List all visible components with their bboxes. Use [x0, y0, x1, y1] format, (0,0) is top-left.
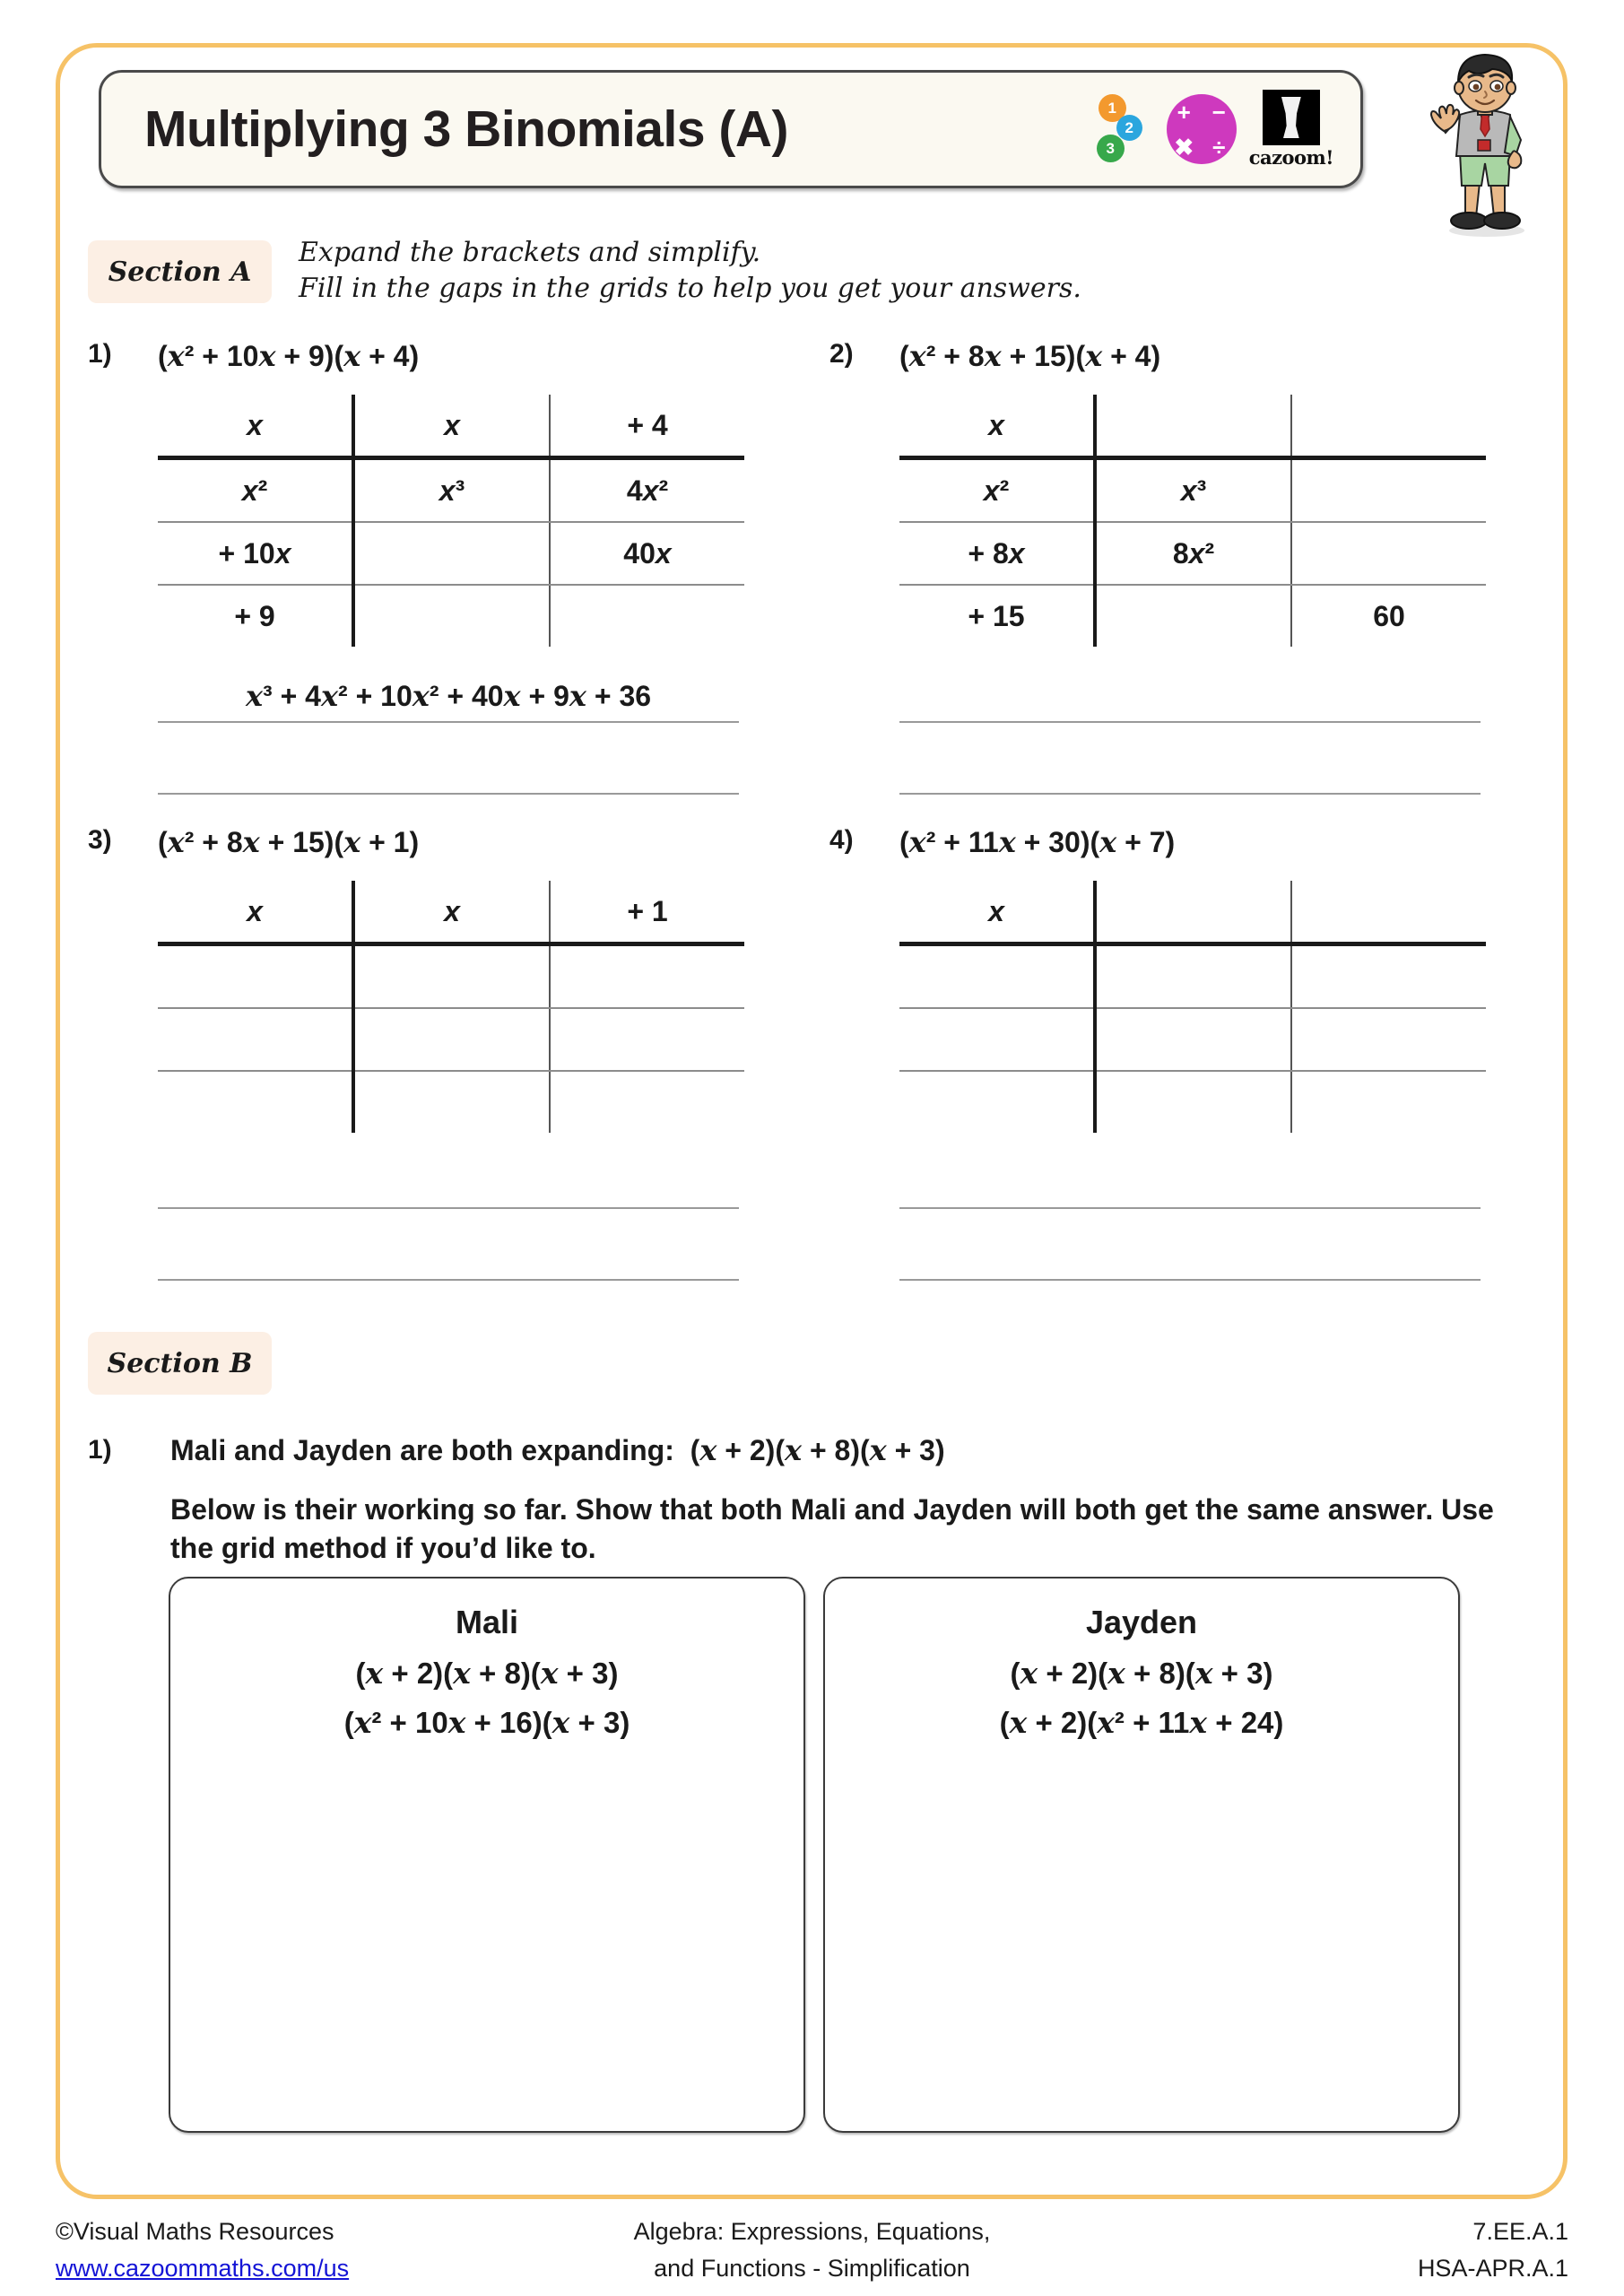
- table-row: [158, 522, 744, 585]
- grid-cell[interactable]: 40x: [550, 522, 744, 585]
- footer-standards: [1418, 2213, 1568, 2286]
- grid-method-table[interactable]: [158, 881, 739, 1133]
- grid-cell[interactable]: + 9: [234, 599, 275, 632]
- grid-method-table[interactable]: [899, 395, 1481, 647]
- answer-line[interactable]: [899, 1159, 1481, 1209]
- answer-line[interactable]: [899, 744, 1481, 795]
- grid-cell[interactable]: [1095, 944, 1291, 1009]
- grid-cell[interactable]: [1095, 1071, 1291, 1133]
- question-expression: (x² + 11x + 30)(x + 7): [899, 825, 1176, 859]
- table-row: [899, 395, 1486, 458]
- number-badges: [1097, 92, 1154, 166]
- badge-two-icon: 2: [1116, 115, 1142, 141]
- work-box-name: Mali: [455, 1604, 518, 1640]
- table-row: [899, 522, 1486, 585]
- badge-one-icon: 1: [1099, 94, 1126, 122]
- title-box: [99, 70, 1363, 188]
- grid-cell[interactable]: [353, 1008, 550, 1071]
- grid-cell[interactable]: [1291, 1008, 1486, 1071]
- table-row: [158, 944, 744, 1009]
- divide-icon: ÷: [1212, 133, 1226, 161]
- table-row: [899, 1071, 1486, 1133]
- grid-cell[interactable]: [1095, 395, 1291, 458]
- grid-cell[interactable]: [1291, 1071, 1486, 1133]
- section-b-prompt-line-1: Mali and Jayden are both expanding: (x + 2)(x + 8)(x + 3): [170, 1433, 945, 1467]
- section-b-question-number: 1): [88, 1435, 112, 1465]
- math-operators-icon: [1167, 94, 1237, 164]
- answer-line[interactable]: x³ + 4x² + 10x² + 40x + 9x + 36: [158, 673, 739, 723]
- table-row: [158, 881, 744, 944]
- grid-method-table[interactable]: [899, 881, 1481, 1133]
- standard-code-2: HSA-APR.A.1: [1417, 2254, 1568, 2282]
- grid-cell[interactable]: x: [899, 881, 1095, 944]
- grid-cell[interactable]: [1291, 944, 1486, 1009]
- grid-cell[interactable]: [899, 944, 1095, 1009]
- grid-cell[interactable]: x³: [353, 458, 550, 523]
- worksheet-header: [99, 70, 1363, 188]
- grid-cell[interactable]: + 8x: [899, 522, 1095, 585]
- grid-cell[interactable]: [1095, 881, 1291, 944]
- table-row: [158, 585, 744, 647]
- grid-cell[interactable]: [1095, 1008, 1291, 1071]
- page-title: Multiplying 3 Binomials (A): [144, 100, 789, 158]
- answer-line[interactable]: [158, 1159, 739, 1209]
- table-row: [158, 458, 744, 523]
- grid-cell[interactable]: [353, 585, 550, 647]
- table-row: [899, 1008, 1486, 1071]
- badge-three-icon: 3: [1097, 135, 1125, 162]
- answer-line[interactable]: [158, 744, 739, 795]
- work-box-line: (x² + 10x + 16)(x + 3): [343, 1705, 630, 1740]
- grid-cell[interactable]: x³: [1095, 458, 1291, 523]
- answer-line[interactable]: [899, 1231, 1481, 1281]
- grid-cell[interactable]: [158, 944, 353, 1009]
- topic-line-1: Algebra: Expressions, Equations,: [633, 2218, 991, 2245]
- website-link[interactable]: www.cazoommaths.com/us: [56, 2254, 350, 2282]
- grid-cell[interactable]: [899, 1008, 1095, 1071]
- grid-cell[interactable]: [1291, 522, 1486, 585]
- work-box-mali[interactable]: [169, 1577, 805, 2133]
- grid-cell[interactable]: [550, 585, 744, 647]
- grid-cell[interactable]: + 4: [550, 395, 744, 458]
- grid-cell[interactable]: [353, 1071, 550, 1133]
- grid-cell[interactable]: [158, 1008, 353, 1071]
- cazoom-brand: [1249, 90, 1333, 169]
- grid-cell[interactable]: [1291, 881, 1486, 944]
- topic-line-2: and Functions - Simplification: [654, 2254, 970, 2282]
- section-a-badge: Section A: [88, 240, 272, 303]
- grid-cell[interactable]: x: [353, 881, 550, 944]
- grid-cell[interactable]: [1095, 585, 1291, 647]
- work-box-name: Jayden: [1085, 1604, 1198, 1640]
- section-b-badge: Section B: [88, 1332, 272, 1395]
- grid-cell[interactable]: x²: [158, 458, 353, 523]
- work-box-line: (x + 2)(x + 8)(x + 3): [1010, 1656, 1273, 1691]
- table-row: [158, 1008, 744, 1071]
- answer-line[interactable]: [158, 1231, 739, 1281]
- work-box-line: (x + 2)(x² + 11x + 24): [999, 1705, 1284, 1740]
- grid-cell[interactable]: [353, 944, 550, 1009]
- brand-wordmark: cazoom!: [1248, 146, 1333, 169]
- minus-icon: −: [1211, 98, 1226, 126]
- grid-cell[interactable]: [1291, 395, 1486, 458]
- grid-cell[interactable]: [550, 944, 744, 1009]
- grid-cell[interactable]: [1291, 458, 1486, 523]
- question-expression: (x² + 8x + 15)(x + 4): [899, 339, 1161, 373]
- question-number: 1): [88, 339, 112, 369]
- instruction-line-2: Fill in the gaps in the grids to help you get your answers.: [299, 272, 1081, 304]
- table-row: [158, 1071, 744, 1133]
- grid-cell[interactable]: 60: [1291, 585, 1486, 647]
- question-expression: (x² + 10x + 9)(x + 4): [158, 339, 420, 373]
- standard-code-1: 7.EE.A.1: [1472, 2218, 1568, 2245]
- copyright-text: ©Visual Maths Resources: [56, 2218, 334, 2245]
- instruction-line-1: Expand the brackets and simplify.: [299, 237, 761, 268]
- answer-line[interactable]: [899, 673, 1481, 723]
- waving-student-icon: [1408, 47, 1560, 239]
- question-number: 4): [829, 825, 854, 855]
- table-row: [899, 944, 1486, 1009]
- page-footer: [0, 2213, 1624, 2296]
- grid-cell[interactable]: x²: [899, 458, 1095, 523]
- grid-cell[interactable]: [899, 1071, 1095, 1133]
- table-row: [899, 458, 1486, 523]
- question-number: 3): [88, 825, 112, 855]
- grid-cell[interactable]: + 15: [968, 599, 1025, 632]
- table-row: [158, 395, 744, 458]
- grid-cell[interactable]: x: [353, 395, 550, 458]
- cazoom-logo-cluster: [1097, 90, 1333, 169]
- table-row: [899, 585, 1486, 647]
- work-box-jayden[interactable]: [823, 1577, 1460, 2133]
- section-a-instructions: [299, 235, 1081, 306]
- work-box-line: (x + 2)(x + 8)(x + 3): [355, 1656, 619, 1691]
- footer-left: [56, 2213, 349, 2286]
- multiply-icon: ✖: [1174, 133, 1194, 161]
- grid-cell[interactable]: 4x²: [550, 458, 744, 523]
- grid-cell[interactable]: + 10x: [158, 522, 353, 585]
- grid-cell[interactable]: [550, 1071, 744, 1133]
- grid-cell[interactable]: x: [899, 395, 1095, 458]
- grid-cell[interactable]: x: [158, 395, 353, 458]
- question-expression: (x² + 8x + 15)(x + 1): [158, 825, 420, 859]
- grid-cell[interactable]: 8x²: [1095, 522, 1291, 585]
- question-number: 2): [829, 339, 854, 369]
- grid-method-table[interactable]: [158, 395, 739, 647]
- grid-cell[interactable]: [550, 1008, 744, 1071]
- grid-cell[interactable]: x: [158, 881, 353, 944]
- plus-icon: +: [1177, 98, 1191, 126]
- grid-cell[interactable]: [158, 1071, 353, 1133]
- table-row: [899, 881, 1486, 944]
- section-b-prompt-line-2: Below is their working so far. Show that both Mali and Jayden will both get the same answer. Use the grid method if you’d like to.: [170, 1493, 1494, 1564]
- grid-cell[interactable]: + 1: [550, 881, 744, 944]
- drum-icon: [1263, 90, 1320, 145]
- footer-topic: [634, 2213, 991, 2286]
- grid-cell[interactable]: [353, 522, 550, 585]
